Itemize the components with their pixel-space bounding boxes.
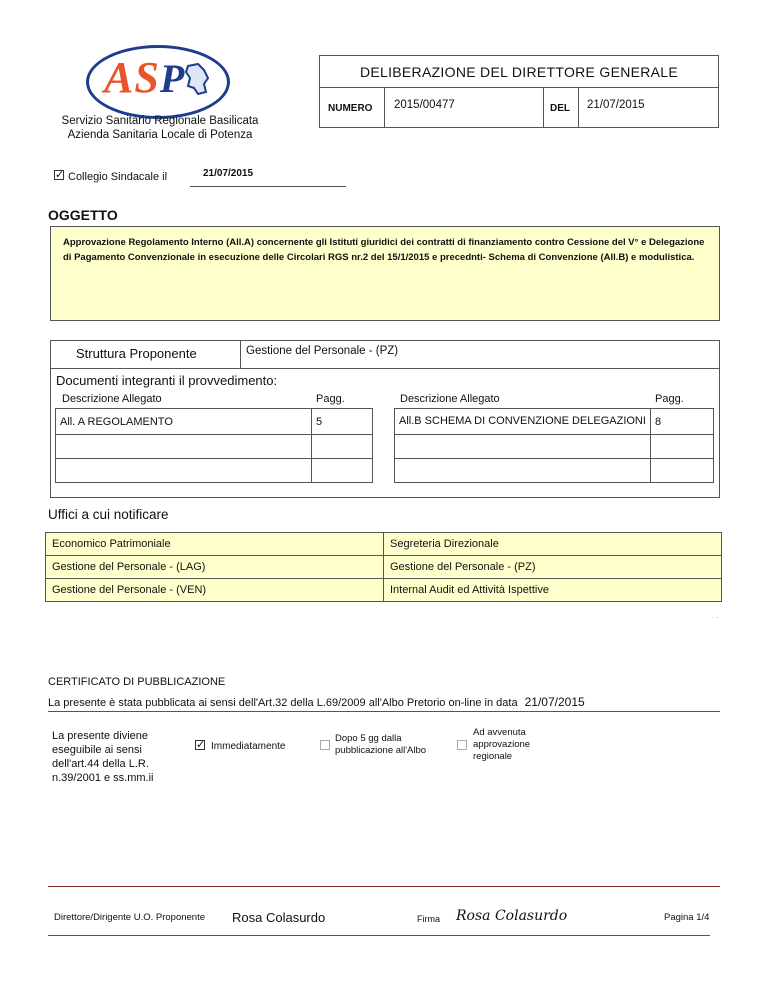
allegato-pagg <box>312 459 373 483</box>
esecutiva-label: La presente diviene eseguibile ai sensi dell'art.44 della L.R. n.39/2001 e ss.mm.ii <box>52 730 154 784</box>
del-value: 21/07/2015 <box>587 99 645 111</box>
header-divider <box>319 87 719 88</box>
approvazione-label: Ad avvenuta approvazione regionale <box>473 727 531 762</box>
approvazione-checkbox[interactable] <box>457 740 467 750</box>
footer-bottom-rule <box>48 935 710 936</box>
certificato-divider <box>48 711 720 712</box>
allegato-desc: All. A REGOLAMENTO <box>56 409 312 435</box>
check-icon: ✓ <box>55 169 65 181</box>
table-row <box>46 533 722 556</box>
collegio-checkbox[interactable] <box>54 170 64 180</box>
basilicata-map-icon <box>184 62 210 96</box>
allegato-desc <box>56 435 312 459</box>
del-label: DEL <box>550 103 570 114</box>
left-col-pagg-header: Pagg. <box>316 393 345 405</box>
uffici-table <box>45 532 722 602</box>
uffici-title: Uffici a cui notificare <box>48 507 169 522</box>
ufficio-cell: Internal Audit ed Attività Ispettive <box>384 579 722 602</box>
documenti-title: Documenti integranti il provvedimento: <box>56 373 278 388</box>
table-row <box>46 556 722 579</box>
footer-top-rule <box>48 886 720 887</box>
check-icon: ✓ <box>196 739 206 751</box>
allegato-desc: All.B SCHEMA DI CONVENZIONE DELEGAZIONI <box>395 409 651 435</box>
immediatamente-label: Immediatamente <box>211 741 286 752</box>
header-divider-v1 <box>384 87 385 128</box>
allegato-pagg <box>651 435 714 459</box>
allegato-desc <box>395 435 651 459</box>
certificato-date: 21/07/2015 <box>524 695 585 709</box>
collegio-underline <box>190 186 346 187</box>
allegati-right-table <box>394 408 714 483</box>
oggetto-title: OGGETTO <box>48 207 118 223</box>
immediatamente-checkbox[interactable] <box>195 740 205 750</box>
allegato-pagg <box>312 435 373 459</box>
allegato-pagg: 5 <box>312 409 373 435</box>
right-col-pagg-header: Pagg. <box>655 393 684 405</box>
allegato-desc <box>56 459 312 483</box>
signature: Rosa Colasurdo <box>456 908 568 924</box>
firma-label: Firma <box>417 914 440 924</box>
numero-label: NUMERO <box>328 103 373 114</box>
numero-value: 2015/00477 <box>394 99 455 111</box>
ufficio-cell: Segreteria Direzionale <box>384 533 722 556</box>
collegio-date: 21/07/2015 <box>203 168 254 179</box>
header-divider-v3 <box>578 87 579 128</box>
struttura-divider-v <box>240 340 241 368</box>
right-col-desc-header: Descrizione Allegato <box>400 393 500 405</box>
dopo-5gg-label: Dopo 5 gg dalla pubblicazione all'Albo <box>335 733 427 756</box>
ufficio-cell: Gestione del Personale - (PZ) <box>384 556 722 579</box>
footer-role: Direttore/Dirigente U.O. Proponente <box>54 912 206 923</box>
table-row <box>56 435 373 459</box>
struttura-divider <box>50 368 720 369</box>
org-line-2: Azienda Sanitaria Locale di Potenza <box>67 129 253 141</box>
asp-logo-text <box>104 52 185 103</box>
allegati-left-table <box>55 408 373 483</box>
deliberazione-title: DELIBERAZIONE DEL DIRETTORE GENERALE <box>359 64 679 80</box>
certificato-title: CERTIFICATO DI PUBBLICAZIONE <box>48 676 226 688</box>
allegato-pagg <box>651 459 714 483</box>
table-row <box>395 459 714 483</box>
table-row <box>395 409 714 435</box>
small-mark: . . <box>712 611 719 620</box>
certificato-text-body: La presente è stata pubblicata ai sensi dell'Art.32 della L.69/2009 all'Albo Pretorio on-line in data <box>48 697 518 709</box>
org-line-1: Servizio Sanitario Regionale Basilicata <box>61 115 259 127</box>
logo-text-as: AS <box>104 53 160 102</box>
struttura-value: Gestione del Personale - (PZ) <box>246 345 399 357</box>
collegio-label: Collegio Sindacale il <box>68 171 168 183</box>
footer-name: Rosa Colasurdo <box>232 910 326 925</box>
logo-text-p: P <box>159 56 186 101</box>
ufficio-cell: Economico Patrimoniale <box>46 533 384 556</box>
page-number: Pagina 1/4 <box>664 912 710 923</box>
certificato-text <box>48 695 585 709</box>
dopo-5gg-checkbox[interactable] <box>320 740 330 750</box>
allegato-desc <box>395 459 651 483</box>
ufficio-cell: Gestione del Personale - (LAG) <box>46 556 384 579</box>
struttura-label: Struttura Proponente <box>76 346 197 361</box>
ufficio-cell: Gestione del Personale - (VEN) <box>46 579 384 602</box>
header-divider-v2 <box>543 87 544 128</box>
table-row <box>395 435 714 459</box>
allegato-pagg: 8 <box>651 409 714 435</box>
table-row <box>56 459 373 483</box>
left-col-desc-header: Descrizione Allegato <box>62 393 162 405</box>
table-row <box>46 579 722 602</box>
oggetto-text: Approvazione Regolamento Interno (All.A) concernente gli Istituti giuridici dei contratti di finanziamento contro Cessione del V° e Delegazione di Pagamento Convenzionale in esecuzione delle Circolari RGS nr.2 del 15/1/2015 e precednti- Schema di Convenzione (All.B) e modulistica. <box>50 226 720 321</box>
table-row <box>56 409 373 435</box>
